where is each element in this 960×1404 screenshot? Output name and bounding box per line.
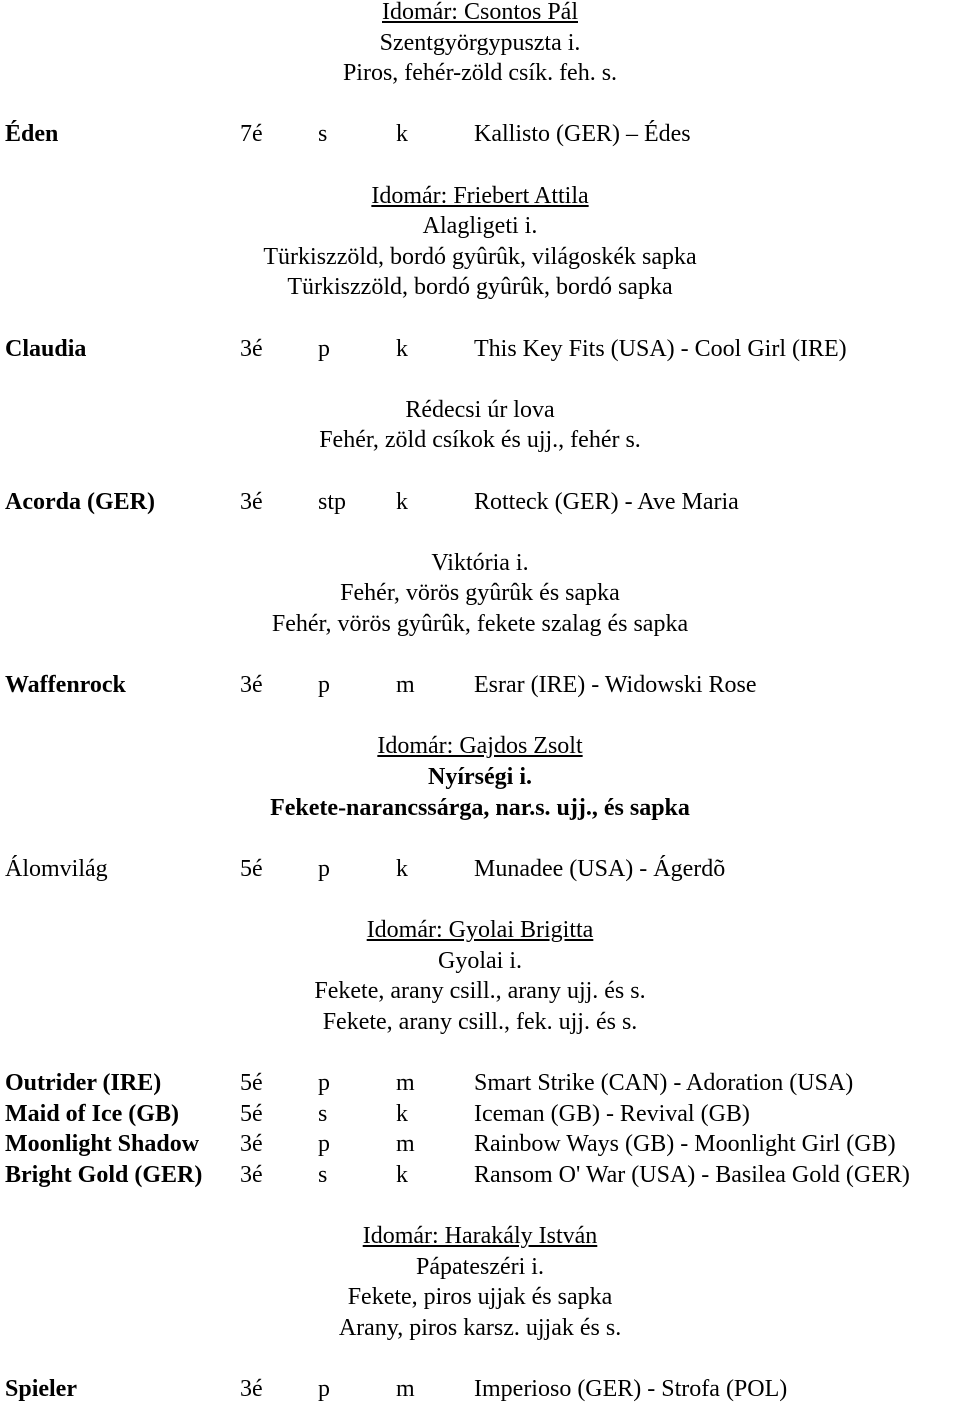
horse-row bbox=[0, 1374, 960, 1404]
horse-age: 3é bbox=[240, 672, 263, 699]
stable-info-line: Fekete, piros ujjak és sapka bbox=[347, 1284, 613, 1311]
stable-info-line: Fekete, arany csill., arany ujj. és s. bbox=[314, 978, 646, 1005]
horse-sex: k bbox=[396, 121, 408, 148]
horse-pedigree: Rotteck (GER) - Ave Maria bbox=[474, 488, 739, 515]
horse-row bbox=[0, 854, 960, 884]
horse-pedigree: Smart Strike (CAN) - Adoration (USA) bbox=[474, 1070, 854, 1096]
stable-info-line: Viktória i. bbox=[431, 549, 529, 576]
horse-pedigree: Imperioso (GER) - Strofa (POL) bbox=[474, 1376, 788, 1402]
horse-name: Éden bbox=[5, 121, 59, 148]
horse-color: p bbox=[318, 855, 330, 882]
horse-color: p bbox=[318, 1070, 330, 1096]
horse-row bbox=[0, 1099, 960, 1129]
stable-info-line: Gyolai i. bbox=[438, 947, 522, 974]
stable-info-line: Szentgyörgypuszta i. bbox=[379, 29, 581, 56]
horse-name: Bright Gold (GER) bbox=[5, 1161, 203, 1188]
stable-info-line: Rédecsi úr lova bbox=[405, 396, 555, 423]
horse-age: 3é bbox=[240, 488, 263, 515]
horse-sex: k bbox=[396, 1161, 408, 1188]
horse-color: p bbox=[318, 672, 330, 699]
horse-name: Álomvilág bbox=[5, 855, 108, 882]
horse-name: Outrider (IRE) bbox=[5, 1070, 162, 1096]
stable-info-line: Arany, piros karsz. ujjak és s. bbox=[338, 1314, 622, 1341]
horse-age: 3é bbox=[240, 1161, 263, 1188]
horse-row bbox=[0, 334, 960, 364]
horse-pedigree: Rainbow Ways (GB) - Moonlight Girl (GB) bbox=[474, 1131, 896, 1158]
horse-name: Spieler bbox=[5, 1376, 77, 1402]
horse-age: 3é bbox=[240, 335, 263, 362]
horse-color: p bbox=[318, 335, 330, 362]
stable-info-line: Nyírségi i. bbox=[428, 764, 532, 790]
horse-row bbox=[0, 670, 960, 700]
horse-sex: k bbox=[396, 488, 408, 515]
horse-age: 5é bbox=[240, 1100, 263, 1127]
trainer-name: Idomár: Gajdos Zsolt bbox=[377, 733, 583, 760]
horse-color: p bbox=[318, 1131, 330, 1158]
horse-color: s bbox=[318, 1161, 328, 1188]
horse-name: Waffenrock bbox=[5, 672, 126, 699]
horse-sex: m bbox=[396, 672, 415, 699]
horse-row bbox=[0, 1129, 960, 1159]
trainer-name: Idomár: Csontos Pál bbox=[382, 0, 578, 25]
horse-row bbox=[0, 1068, 960, 1098]
horse-sex: m bbox=[396, 1376, 415, 1402]
stable-info-line: Fehér, zöld csíkok és ujj., fehér s. bbox=[319, 427, 641, 454]
stable-info-line: Alagligeti i. bbox=[422, 213, 538, 240]
horse-pedigree: Iceman (GB) - Revival (GB) bbox=[474, 1100, 750, 1127]
stable-info-line: Piros, fehér-zöld csík. feh. s. bbox=[342, 60, 618, 87]
horse-name: Acorda (GER) bbox=[5, 488, 155, 515]
horse-age: 5é bbox=[240, 855, 263, 882]
horse-color: s bbox=[318, 121, 328, 148]
stable-info-line: Fekete, arany csill., fek. ujj. és s. bbox=[322, 1008, 638, 1035]
horse-sex: k bbox=[396, 335, 408, 362]
horse-color: s bbox=[318, 1100, 328, 1127]
horse-pedigree: Ransom O' War (USA) - Basilea Gold (GER) bbox=[474, 1161, 910, 1188]
stable-info-line: Türkiszzöld, bordó gyûrûk, világoskék sapka bbox=[263, 243, 697, 270]
trainer-name: Idomár: Friebert Attila bbox=[371, 182, 589, 209]
horse-pedigree: Munadee (USA) - Ágerdõ bbox=[474, 855, 726, 882]
stable-info-line: Fekete-narancssárga, nar.s. ujj., és sapka bbox=[270, 794, 690, 821]
horse-row bbox=[0, 119, 960, 149]
horse-age: 3é bbox=[240, 1376, 263, 1402]
stable-info-line: Türkiszzöld, bordó gyûrûk, bordó sapka bbox=[287, 274, 673, 301]
horse-sex: m bbox=[396, 1131, 415, 1158]
horse-color: stp bbox=[318, 488, 347, 515]
horse-name: Maid of Ice (GB) bbox=[5, 1100, 179, 1127]
horse-pedigree: Kallisto (GER) – Édes bbox=[474, 121, 691, 148]
horse-row bbox=[0, 487, 960, 517]
horse-color: p bbox=[318, 1376, 330, 1402]
trainer-name: Idomár: Harakály István bbox=[362, 1223, 598, 1249]
stable-info-line: Pápateszéri i. bbox=[416, 1253, 544, 1280]
horse-age: 5é bbox=[240, 1070, 263, 1096]
horse-name: Claudia bbox=[5, 335, 87, 362]
horse-age: 7é bbox=[240, 121, 263, 148]
trainer-name: Idomár: Gyolai Brigitta bbox=[366, 917, 594, 943]
horse-pedigree: This Key Fits (USA) - Cool Girl (IRE) bbox=[474, 335, 847, 362]
horse-sex: m bbox=[396, 1070, 415, 1096]
horse-pedigree: Esrar (IRE) - Widowski Rose bbox=[474, 672, 757, 699]
horse-age: 3é bbox=[240, 1131, 263, 1158]
horse-name: Moonlight Shadow bbox=[5, 1131, 200, 1158]
horse-sex: k bbox=[396, 1100, 408, 1127]
stable-info-line: Fehér, vörös gyûrûk, fekete szalag és sapka bbox=[271, 611, 689, 637]
stable-info-line: Fehér, vörös gyûrûk és sapka bbox=[340, 580, 620, 607]
horse-row bbox=[0, 1160, 960, 1190]
horse-sex: k bbox=[396, 855, 408, 882]
